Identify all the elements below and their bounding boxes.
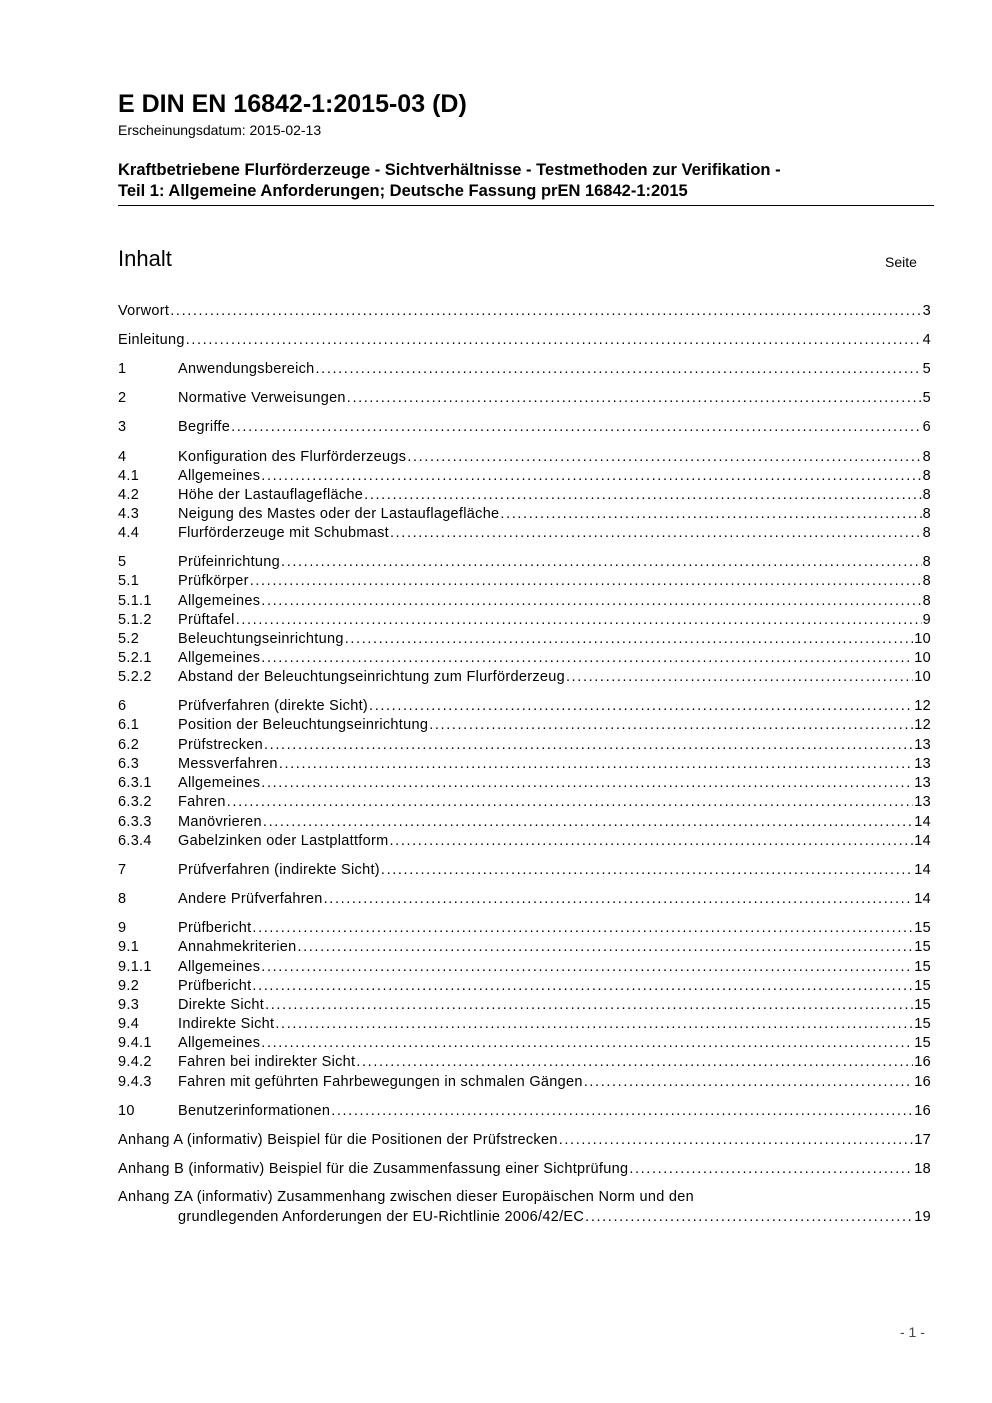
toc-entry[interactable] [118,793,931,812]
toc-entry-label: Messverfahren [178,756,278,772]
toc-entry[interactable] [118,649,931,668]
toc-entry[interactable] [118,302,931,321]
toc-entry-number: 2 [118,390,127,406]
toc-entry[interactable] [118,389,931,408]
toc-entry-label: Konfiguration des Flurförderzeugs [178,449,407,465]
toc-entry-page: 8 [922,487,931,503]
toc-entry-page: 15 [914,978,931,994]
toc-leader-dots [566,668,913,687]
toc-entry-label: Anhang A (informativ) Beispiel für die Positionen der Prüfstrecken [118,1132,558,1148]
toc-entry[interactable] [118,861,931,880]
toc-entry-page: 14 [914,891,931,907]
toc-entry-label: Vorwort [118,303,170,319]
toc-entry-page: 8 [922,554,931,570]
toc-entry-number: 8 [118,891,127,907]
toc-entry-page: 5 [922,361,931,377]
toc-entry-label: Allgemeines [178,650,261,666]
toc-entry-page: 16 [914,1074,931,1090]
document-id: E DIN EN 16842-1:2015-03 (D) [118,90,467,118]
toc-entry-label: Prüfverfahren (indirekte Sicht) [178,862,380,878]
toc-entry-number: 9.4.3 [118,1074,152,1090]
toc-page-column-label: Seite [885,254,917,270]
toc-leader-dots [356,1053,913,1072]
toc-leader-dots [170,302,921,321]
toc-entry-page: 8 [922,573,931,589]
toc-leader-dots [629,1160,913,1179]
toc-entry-label: Allgemeines [178,1035,261,1051]
toc-leader-dots [390,524,922,543]
toc-entry-page: 12 [914,717,931,733]
toc-entry[interactable] [118,755,931,774]
toc-entry-label: Fahren mit geführten Fahrbewegungen in schmalen Gängen [178,1074,583,1090]
toc-entry-label: Annahmekriterien [178,939,297,955]
toc-entry-label: grundlegenden Anforderungen der EU-Richtlinie 2006/42/EC [178,1209,585,1225]
toc-entry[interactable] [118,996,931,1015]
toc-leader-dots [390,832,914,851]
toc-entry[interactable] [118,919,931,938]
toc-entry-page: 16 [914,1103,931,1119]
toc-entry-label: Allgemeines [178,959,261,975]
toc-entry-number: 5.1.2 [118,612,152,628]
toc-entry[interactable] [118,938,931,957]
toc-entry[interactable] [118,813,931,832]
toc-entry-page: 15 [914,997,931,1013]
toc-entry-label: Allgemeines [178,468,261,484]
toc-entry-label: Benutzerinformationen [178,1103,331,1119]
toc-entry-number: 5.2.2 [118,669,152,685]
toc-leader-dots [263,813,913,832]
toc-entry-label: Prüfstrecken [178,737,263,753]
toc-leader-dots [345,630,914,649]
toc-entry-label: Gabelzinken oder Lastplattform [178,833,389,849]
toc-entry-page: 10 [914,669,931,685]
toc-entry[interactable] [118,1073,931,1092]
toc-heading: Inhalt [118,246,172,271]
toc-entry-label: Fahren [178,794,226,810]
toc-leader-dots [429,716,913,735]
toc-entry-label: Manövrieren [178,814,262,830]
toc-leader-dots [261,1034,913,1053]
toc-entry-number: 1 [118,361,127,377]
toc-entry[interactable] [118,1131,931,1150]
toc-entry-page: 19 [914,1209,931,1225]
toc-entry-number: 9.3 [118,997,140,1013]
toc-entry-label: Flurförderzeuge mit Schubmast [178,525,389,541]
toc-entry-page: 8 [922,468,931,484]
toc-entry[interactable] [118,977,931,996]
toc-entry-page: 14 [914,814,931,830]
toc-entry-label: Höhe der Lastauflagefläche [178,487,364,503]
toc-entry-label: Indirekte Sicht [178,1016,275,1032]
toc-leader-dots [227,793,914,812]
title-line-2: Teil 1: Allgemeine Anforderungen; Deutsche Fassung prEN 16842-1:2015 [118,182,688,200]
toc-entry-number: 6.1 [118,717,140,733]
toc-leader-dots [381,861,913,880]
toc-leader-dots [281,553,922,572]
toc-entry-number: 6.3.1 [118,775,152,791]
toc-entry[interactable] [118,1034,931,1053]
toc-entry[interactable] [118,697,931,716]
toc-entry-page: 13 [914,737,931,753]
publication-date: Erscheinungsdatum: 2015-02-13 [118,122,322,138]
toc-leader-dots [252,919,913,938]
toc-entry-page: 15 [914,959,931,975]
toc-entry-label: Beleuchtungseinrichtung [178,631,344,647]
toc-entry-page: 3 [922,303,931,319]
toc-entry[interactable] [118,774,931,793]
toc-entry-label: Neigung des Mastes oder der Lastauflagefläche [178,506,500,522]
toc-entry-number: 6.3 [118,756,140,772]
toc-entry-number: 10 [118,1103,135,1119]
toc-leader-dots [236,611,922,630]
toc-entry-number: 9.1.1 [118,959,152,975]
toc-leader-dots [261,649,913,668]
toc-leader-dots [584,1073,914,1092]
toc-leader-dots [231,418,922,437]
toc-entry-number: 9.4.1 [118,1035,152,1051]
toc-entry-page: 14 [914,833,931,849]
toc-entry-number: 6 [118,698,127,714]
toc-entry-label: Allgemeines [178,775,261,791]
toc-entry[interactable] [118,1160,931,1179]
toc-entry-page: 17 [914,1132,931,1148]
toc-entry[interactable] [118,448,931,467]
toc-entry-page: 8 [922,525,931,541]
toc-entry-label: Position der Beleuchtungseinrichtung [178,717,429,733]
toc-entry-page: 9 [922,612,931,628]
toc-entry-number: 9.1 [118,939,140,955]
toc-entry-page: 16 [914,1054,931,1070]
toc-entry-label: Anhang B (informativ) Beispiel für die Zusammenfassung einer Sichtprüfung [118,1161,629,1177]
toc-entry[interactable] [118,1015,931,1034]
toc-leader-dots [275,1015,913,1034]
toc-entry-page: 13 [914,794,931,810]
toc-leader-dots [324,890,914,909]
toc-entry-label: Prüfbericht [178,978,252,994]
toc-entry-page: 10 [914,650,931,666]
toc-entry-annex-za-line1[interactable]: Anhang ZA (informativ) Zusammenhang zwischen dieser Europäischen Norm und den [118,1189,694,1205]
toc-entry-label: Andere Prüfverfahren [178,891,323,907]
toc-entry-number: 4.2 [118,487,140,503]
toc-leader-dots [369,697,913,716]
toc-leader-dots [261,958,913,977]
toc-entry[interactable] [118,630,931,649]
toc-entry-annex-za[interactable] [178,1208,931,1227]
toc-entry-number: 4 [118,449,127,465]
toc-entry[interactable] [118,467,931,486]
toc-entry[interactable] [118,1053,931,1072]
toc-entry-page: 13 [914,775,931,791]
toc-leader-dots [279,755,913,774]
toc-entry[interactable] [118,736,931,755]
toc-entry-number: 6.3.4 [118,833,152,849]
toc-entry-page: 5 [922,390,931,406]
toc-entry-label: Einleitung [118,332,185,348]
toc-entry-number: 5 [118,554,127,570]
toc-leader-dots [331,1102,913,1121]
toc-leader-dots [250,572,922,591]
toc-entry-number: 9.4.2 [118,1054,152,1070]
toc-entry-number: 4.4 [118,525,140,541]
toc-entry-number: 7 [118,862,127,878]
toc-entry-number: 3 [118,419,127,435]
toc-entry-page: 15 [914,1016,931,1032]
document-title [118,160,948,202]
toc-entry-number: 4.3 [118,506,140,522]
toc-entry-number: 4.1 [118,468,140,484]
toc-leader-dots [265,996,913,1015]
toc-entry[interactable] [118,360,931,379]
toc-leader-dots [261,592,921,611]
toc-entry-label: Allgemeines [178,593,261,609]
toc-entry-number: 5.2 [118,631,140,647]
toc-entry-number: 9.2 [118,978,140,994]
toc-leader-dots [264,736,913,755]
toc-entry-number: 6.2 [118,737,140,753]
toc-leader-dots [252,977,913,996]
toc-entry-number: 6.3.3 [118,814,152,830]
toc-entry-page: 14 [914,862,931,878]
toc-entry-label: Normative Verweisungen [178,390,346,406]
title-line-1: Kraftbetriebene Flurförderzeuge - Sichtverhältnisse - Testmethoden zur Verifikation - [118,161,781,179]
toc-leader-dots [364,486,921,505]
toc-leader-dots [347,389,922,408]
toc-entry-page: 8 [922,449,931,465]
toc-entry[interactable] [118,486,931,505]
toc-entry-page: 13 [914,756,931,772]
toc-entry[interactable] [118,716,931,735]
toc-leader-dots [261,467,921,486]
toc-entry-number: 6.3.2 [118,794,152,810]
toc-entry[interactable] [118,572,931,591]
toc-entry-label: Prüfeinrichtung [178,554,281,570]
toc-entry-page: 15 [914,939,931,955]
toc-entry-number: 5.2.1 [118,650,152,666]
toc-entry-label: Prüfbericht [178,920,252,936]
toc-entry[interactable] [118,331,931,350]
toc-entry[interactable] [118,524,931,543]
toc-entry-page: 4 [922,332,931,348]
toc-entry-number: 5.1.1 [118,593,152,609]
toc-entry-page: 8 [922,593,931,609]
toc-entry-label: Direkte Sicht [178,997,265,1013]
toc-leader-dots [407,448,921,467]
toc-leader-dots [559,1131,914,1150]
toc-leader-dots [500,505,921,524]
toc-entry-label: Fahren bei indirekter Sicht [178,1054,356,1070]
toc-entry-label: Prüftafel [178,612,235,628]
toc-leader-dots [297,938,913,957]
toc-entry[interactable] [118,553,931,572]
toc-entry[interactable] [118,611,931,630]
toc-entry-page: 18 [914,1161,931,1177]
toc-leader-dots [316,360,922,379]
toc-leader-dots [585,1208,913,1227]
toc-entry-page: 12 [914,698,931,714]
page-number: - 1 - [900,1324,925,1340]
toc-entry-label: Abstand der Beleuchtungseinrichtung zum Flurförderzeug [178,669,565,685]
toc-leader-dots [186,331,922,350]
toc-entry[interactable] [118,890,931,909]
toc-entry[interactable] [118,958,931,977]
toc-entry-label: Anwendungsbereich [178,361,315,377]
toc-entry-label: Begriffe [178,419,231,435]
toc-entry-number: 5.1 [118,573,140,589]
toc-entry[interactable] [118,418,931,437]
toc-entry-page: 10 [914,631,931,647]
toc-entry[interactable] [118,592,931,611]
toc-entry-label: Prüfkörper [178,573,249,589]
toc-entry[interactable] [118,668,931,687]
toc-entry-page: 15 [914,1035,931,1051]
toc-entry-page: 15 [914,920,931,936]
toc-entry[interactable] [118,832,931,851]
toc-leader-dots [261,774,913,793]
toc-entry-page: 8 [922,506,931,522]
toc-entry-number: 9.4 [118,1016,140,1032]
toc-entry[interactable] [118,1102,931,1121]
toc-entry-label: Prüfverfahren (direkte Sicht) [178,698,369,714]
toc-entry[interactable] [118,505,931,524]
toc-entry-page: 6 [922,419,931,435]
title-divider [118,205,934,206]
toc-entry-number: 9 [118,920,127,936]
